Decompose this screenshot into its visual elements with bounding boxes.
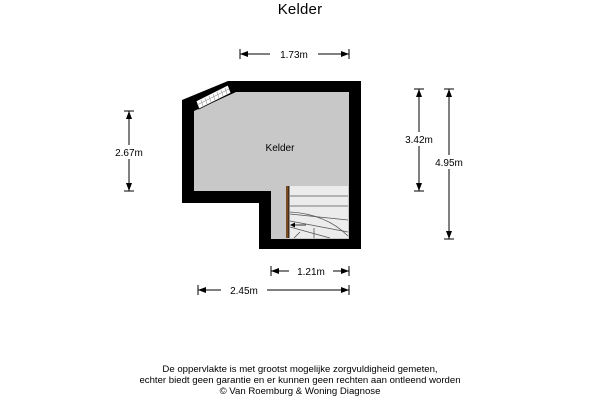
disclaimer-line-1: De oppervlakte is met grootst mogelijke zorgvuldigheid gemeten,	[162, 364, 438, 375]
page-title: Kelder	[277, 1, 323, 18]
dim-label-right-inner-height: 3.42m	[405, 135, 433, 146]
dim-label-left-height: 2.67m	[115, 148, 143, 159]
room-label: Kelder	[265, 143, 295, 154]
dim-label-total-width: 2.45m	[230, 286, 258, 297]
dim-label-top-width: 1.73m	[280, 50, 308, 61]
dimension-total-width	[198, 283, 349, 297]
disclaimer-line-3: © Van Roemburg & Woning Diagnose	[219, 386, 381, 397]
dim-label-stair-width: 1.21m	[297, 267, 325, 278]
disclaimer-line-2: echter biedt geen garantie en er kunnen geen rechten aan ontleend worden	[139, 375, 461, 386]
room-floor	[194, 92, 349, 191]
disclaimer	[0, 364, 600, 397]
dim-label-right-outer-height: 4.95m	[435, 158, 463, 169]
